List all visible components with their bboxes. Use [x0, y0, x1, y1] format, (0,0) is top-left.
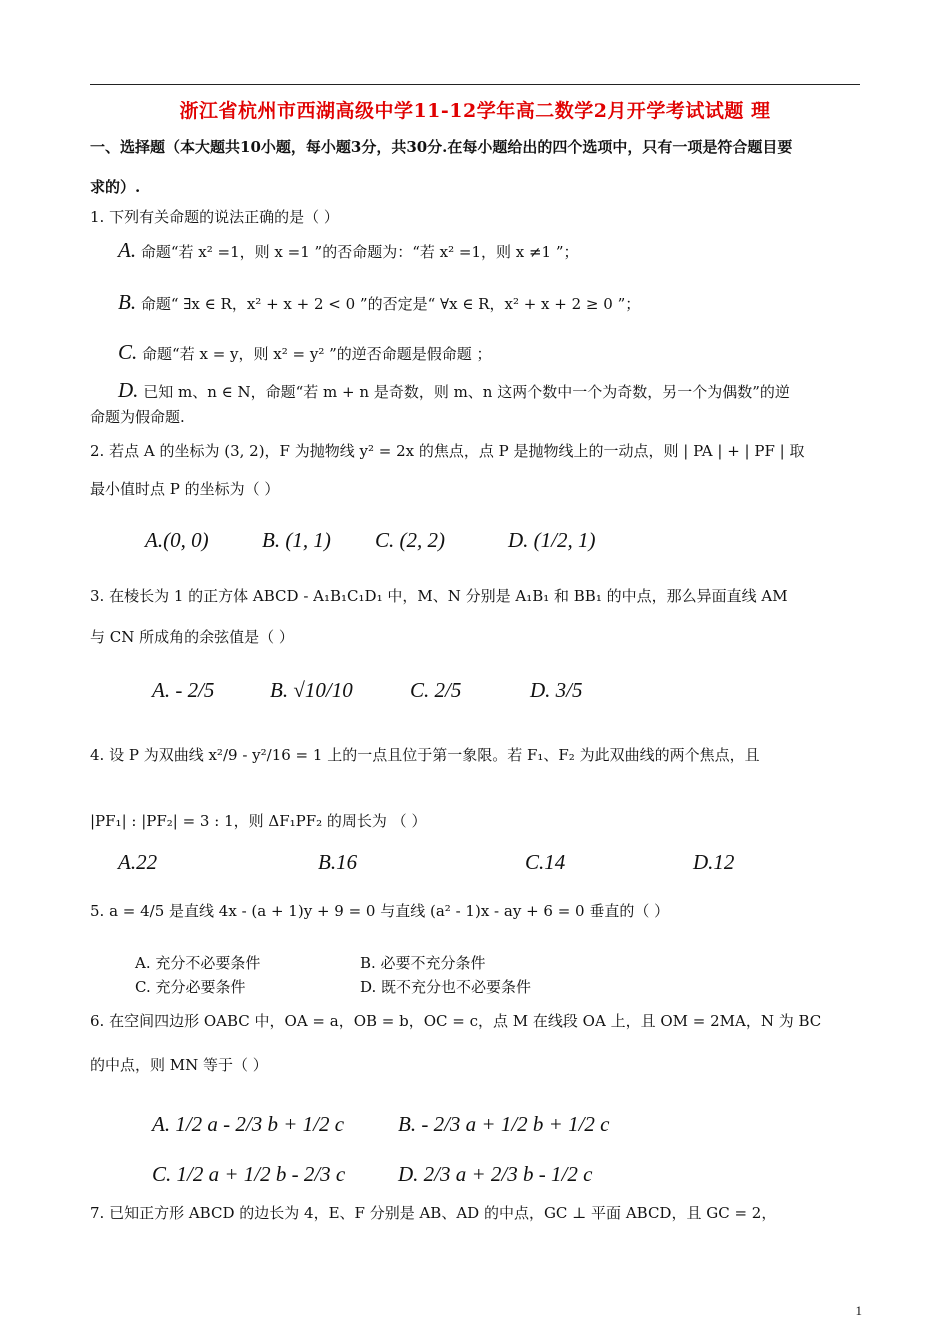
q6-option-d: D. 2/3 a + 2/3 b - 1/2 c [398, 1162, 593, 1186]
q1-option-d-cont: 命题为假命题. [90, 408, 185, 426]
q3-stem-line1: 3. 在棱长为 1 的正方体 ABCD - A₁B₁C₁D₁ 中，M、N 分别是 A₁B₁ 和 BB₁ 的中点，那么异面直线 AM [90, 587, 788, 605]
q7-stem-line1: 7. 已知正方形 ABCD 的边长为 4，E、F 分别是 AB、AD 的中点，GC ⊥ 平面 ABCD，且 GC = 2， [90, 1204, 777, 1222]
q6-option-c: C. 1/2 a + 1/2 b - 2/3 c [152, 1162, 346, 1186]
q5-option-d: D. 既不充分也不必要条件 [360, 978, 532, 996]
section-heading-line1: 一、选择题（本大题共10小题，每小题3分，共30分.在每小题给出的四个选项中，只有一项是符合题目要 [90, 138, 793, 156]
page-title: 浙江省杭州市西湖高级中学11-12学年高二数学2月开学考试试题 理 [179, 100, 771, 122]
q3-option-a: A. - 2/5 [152, 678, 215, 702]
q1-option-a-text: 命题“若 x² =1，则 x =1 ”的否命题为：“若 x² =1，则 x ≠1 ”； [140, 243, 579, 261]
q2-stem-line2: 最小值时点 P 的坐标为（ ） [90, 480, 280, 498]
q4-option-b: B.16 [318, 850, 358, 874]
q1-stem: 1. 下列有关命题的说法正确的是（ ） [90, 208, 339, 226]
q4-option-d: D.12 [693, 850, 735, 874]
q6-option-b: B. - 2/3 a + 1/2 b + 1/2 c [398, 1112, 610, 1136]
q3-option-c: C. 2/5 [410, 678, 462, 702]
q6-stem-line1: 6. 在空间四边形 OABC 中，OA = a，OB = b，OC = c，点 M 在线段 OA 上，且 OM = 2MA，N 为 BC [90, 1012, 822, 1030]
q3-option-b: B. √10/10 [270, 678, 353, 702]
q1-option-b-letter: B. [118, 290, 137, 314]
q6-option-a: A. 1/2 a - 2/3 b + 1/2 c [152, 1112, 345, 1136]
q2-option-b: B. (1, 1) [262, 528, 331, 552]
q4-stem-line2: |PF₁| : |PF₂| = 3 : 1，则 ΔF₁PF₂ 的周长为 （ ） [90, 812, 427, 830]
q4-option-c: C.14 [525, 850, 566, 874]
page-number: 1 [855, 1303, 862, 1318]
q1-option-c-text: 命题“若 x = y，则 x² = y² ”的逆否命题是假命题 ； [142, 345, 492, 363]
q5-option-b: B. 必要不充分条件 [360, 954, 486, 972]
q2-stem-line1: 2. 若点 A 的坐标为 (3, 2)，F 为抛物线 y² = 2x 的焦点，点 P 是抛物线上的一动点，则 | PA | + | PF | 取 [90, 442, 805, 460]
q1-option-d [118, 378, 893, 403]
q4-option-a: A.22 [118, 850, 158, 874]
q3-stem-line2: 与 CN 所成角的余弦值是（ ） [90, 628, 294, 646]
q1-option-a-letter: A. [118, 238, 137, 262]
q5-option-c: C. 充分必要条件 [135, 978, 246, 996]
q1-option-d-letter: D. [118, 378, 139, 402]
q2-option-d: D. (1/2, 1) [508, 528, 596, 552]
q1-option-a [118, 238, 893, 263]
q6-stem-line2: 的中点，则 MN 等于（ ） [90, 1056, 268, 1074]
q2-option-a: A.(0, 0) [145, 528, 209, 552]
header-rule [90, 84, 860, 85]
q1-option-b [118, 290, 893, 315]
q1-option-b-text: 命题“ ∃x ∈ R，x² + x + 2 < 0 ”的否定是“ ∀x ∈ R，x² + x + 2 ≥ 0 ”； [140, 295, 641, 313]
q1-option-d-text: 已知 m、n ∈ N，命题“若 m + n 是奇数，则 m、n 这两个数中一个为奇数，另一个为偶数”的逆 [143, 383, 790, 401]
q4-stem-line1: 4. 设 P 为双曲线 x²/9 - y²/16 = 1 上的一点且位于第一象限。若 F₁、F₂ 为此双曲线的两个焦点，且 [90, 746, 760, 764]
q2-option-c: C. (2, 2) [375, 528, 445, 552]
q1-option-c [118, 340, 893, 365]
q3-option-d: D. 3/5 [530, 678, 583, 702]
q5-option-a: A. 充分不必要条件 [135, 954, 261, 972]
q1-option-c-letter: C. [118, 340, 138, 364]
q5-stem: 5. a = 4/5 是直线 4x - (a + 1)y + 9 = 0 与直线 (a² - 1)x - ay + 6 = 0 垂直的（ ） [90, 902, 670, 920]
section-heading-line2: 求的）. [90, 178, 141, 196]
